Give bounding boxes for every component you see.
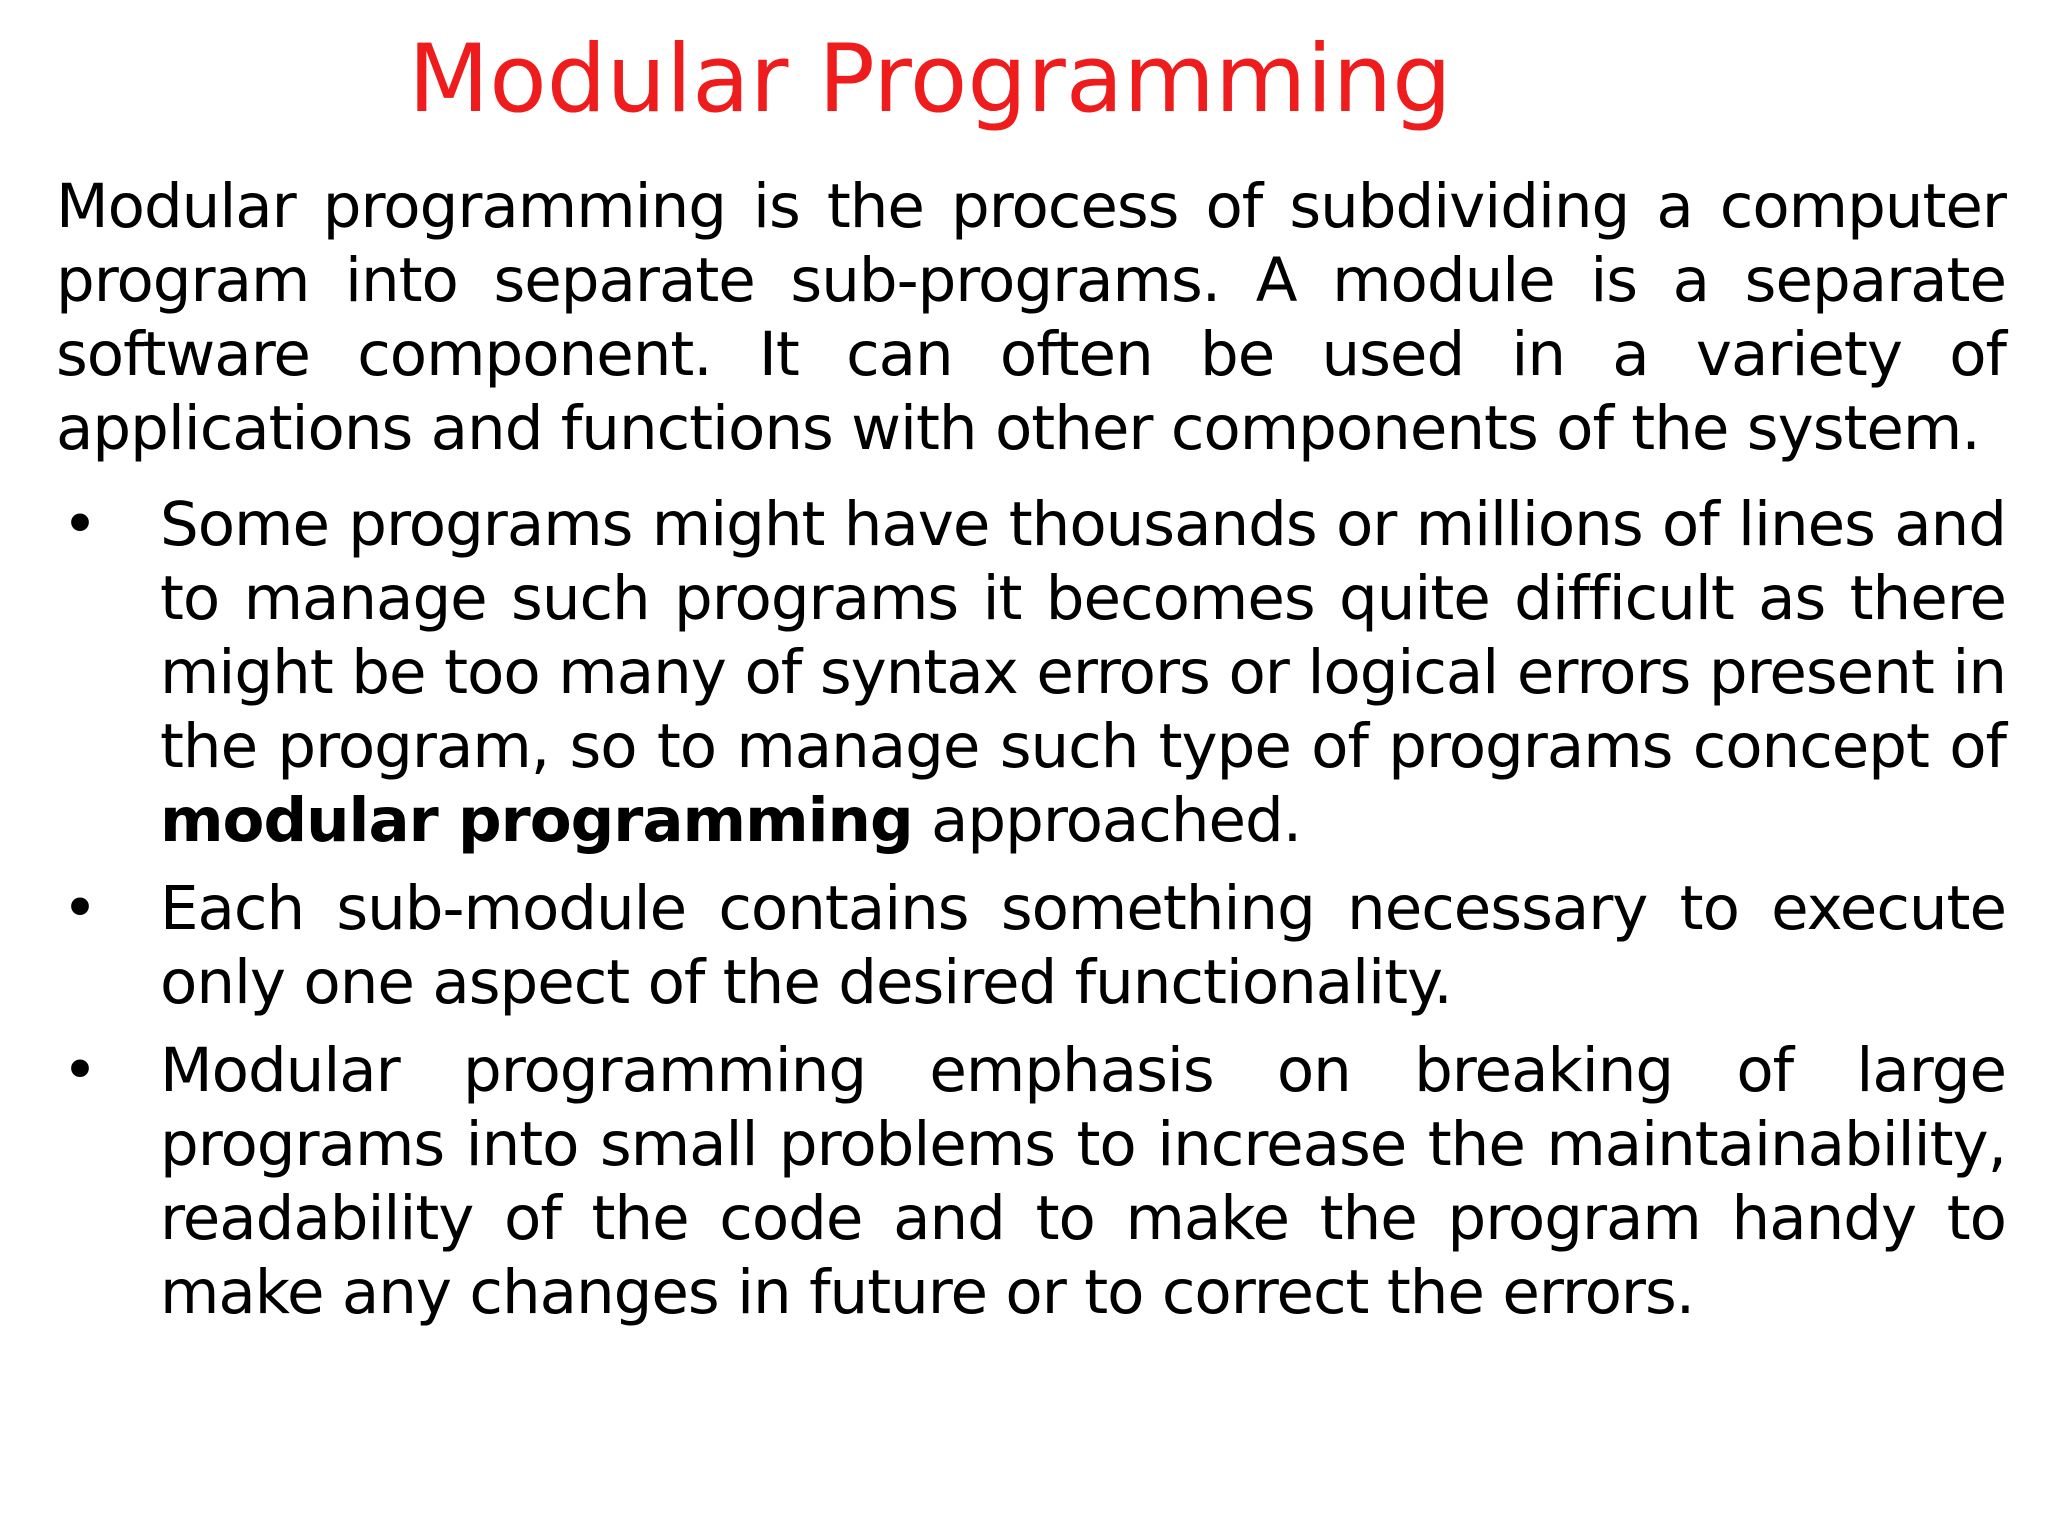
bullet-3-text: Modular programming emphasis on breaking of large programs into small problems to increase the maintainability, readability of the code and to make the program handy to make any changes in future or to correct the errors. [160,1035,2006,1328]
bullet-icon: • [62,873,97,944]
bullet-item-2 [56,872,2006,1020]
bullet-icon: • [62,1035,97,1106]
bullet-item-3 [56,1034,2006,1330]
bullet-item-1 [56,488,2006,858]
bullet-2-text: Each sub-module contains something necessary to execute only one aspect of the desired functionality. [160,873,2006,1018]
bullet-list [56,488,2006,1330]
intro-paragraph: Modular programming is the process of subdividing a computer program into separate sub-programs. A module is a separate software component. It can often be used in a variety of applications and functions with other components of the system. [56,171,2006,464]
bullet-icon: • [62,489,97,560]
bullet-1-text-end: approached. [912,785,1302,856]
slide-title: Modular Programming [408,25,1452,134]
bullet-1-emphasis: modular programming [160,785,913,856]
slide-body [56,170,2006,1344]
bullet-1-text: Some programs might have thousands or millions of lines and to manage such programs it becomes quite difficult as there might be too many of syntax errors or logical errors present in the program, so to manage such type of programs concept of [160,489,2006,782]
